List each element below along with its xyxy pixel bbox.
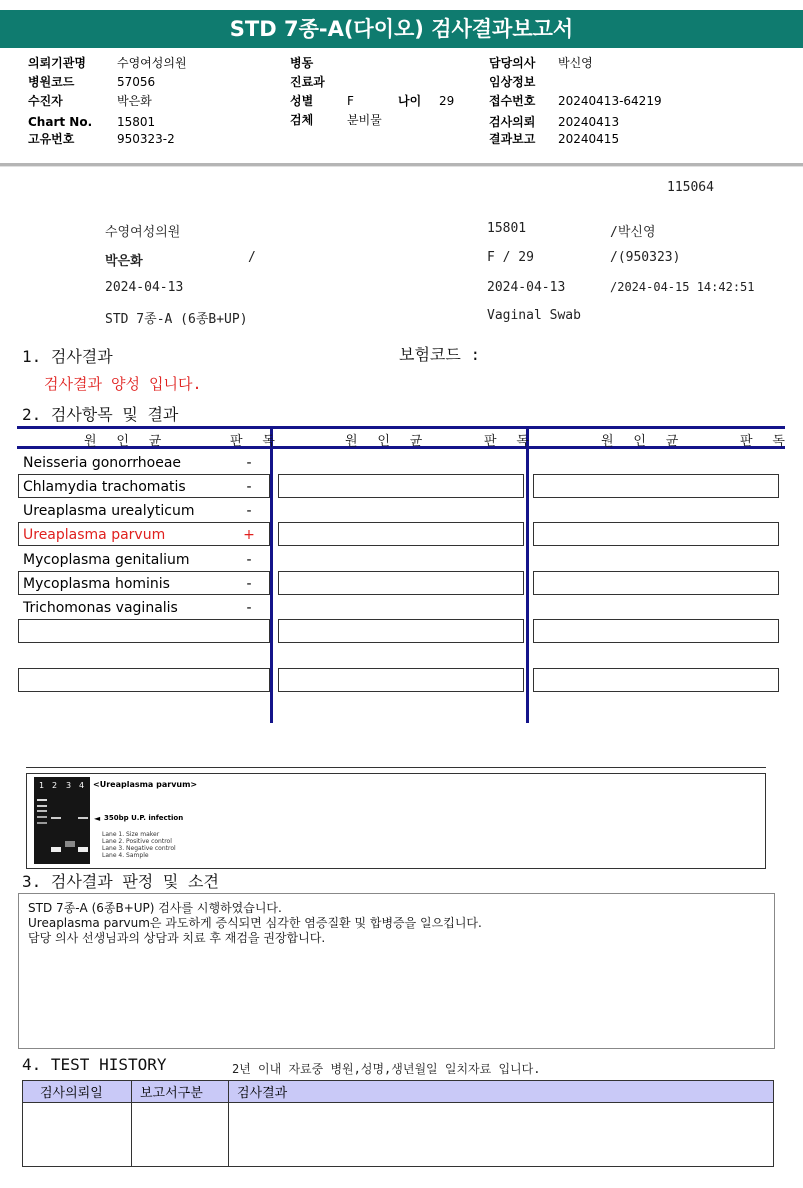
header-label: 병동 <box>290 56 314 70</box>
clinic-name: 수영여성의원 <box>105 225 181 240</box>
header-label: 임상정보 <box>489 75 536 89</box>
gel-top-rule <box>26 767 766 768</box>
pathogen-name: Mycoplasma genitalium <box>23 552 190 568</box>
col-header-pathogen: 원 인 균 <box>345 434 429 449</box>
history-col-result: 검사결과 <box>229 1081 774 1103</box>
gel-band <box>37 816 47 818</box>
column-divider <box>270 426 273 723</box>
gel-legend-item: Lane 4. Sample <box>102 852 149 859</box>
pathogen-name: Neisseria gonorrhoeae <box>23 455 182 471</box>
header-value: 950323-2 <box>117 132 175 146</box>
section-3-title: 3. 검사결과 판정 및 소견 <box>22 872 219 891</box>
lane-number: 4 <box>79 781 85 790</box>
lane-number: 2 <box>52 781 58 790</box>
table-top-rule <box>17 426 785 429</box>
header-label: 의뢰기관명 <box>28 56 86 70</box>
gel-legend-item: Lane 3. Negative control <box>102 845 176 852</box>
opinion-box <box>18 893 775 1049</box>
header-label: 접수번호 <box>489 94 536 108</box>
header-label: 성별 <box>290 94 314 108</box>
col-header-judgement: 판 독 <box>230 434 281 449</box>
receive-date: 2024-04-13 <box>487 280 566 295</box>
header-label: 결과보고 <box>489 132 536 146</box>
request-date: 2024-04-13 <box>105 280 184 295</box>
band-label: 350bp U.P. infection <box>104 814 184 822</box>
pathogen-name: Chlamydia trachomatis <box>23 479 186 495</box>
header-label: 고유번호 <box>28 132 75 146</box>
gel-legend <box>102 831 176 859</box>
col-header-pathogen: 원 인 균 <box>84 434 168 449</box>
header-value: 20240415 <box>558 132 620 146</box>
gel-caption-title: <Ureaplasma parvum> <box>93 780 198 789</box>
gel-legend-item: Lane 2. Positive control <box>102 838 172 845</box>
header-value: F <box>347 94 354 108</box>
history-cell <box>229 1103 774 1167</box>
pathogen-result: - <box>246 576 252 592</box>
pathogen-result: - <box>246 503 252 519</box>
sex-age: F / 29 <box>487 250 534 265</box>
specimen: Vaginal Swab <box>487 308 581 323</box>
result-row-box <box>533 668 779 692</box>
gel-legend-item: Lane 1. Size maker <box>102 831 160 838</box>
doctor-name: /박신영 <box>610 225 656 240</box>
opinion-line: Ureaplasma parvum은 과도하게 증식되면 심각한 염증질환 및 합병증을 일으킵니다. <box>28 916 482 930</box>
result-row-box <box>533 522 779 546</box>
gel-band <box>37 799 47 801</box>
result-row-box <box>278 474 524 498</box>
opinion-line: 담당 의사 선생님과의 상담과 치료 후 재검을 권장합니다. <box>28 931 326 945</box>
insurance-code-label: 보험코드 : <box>399 345 481 364</box>
gel-band <box>78 817 88 819</box>
pathogen-name-positive: Ureaplasma parvum <box>23 527 166 543</box>
header-value: 15801 <box>117 115 156 129</box>
history-table <box>22 1080 774 1167</box>
pathogen-result-positive: + <box>243 527 255 543</box>
header-label: 수진자 <box>28 94 63 108</box>
header-divider <box>0 166 803 167</box>
birth-date: /(950323) <box>610 250 681 265</box>
section-2-title: 2. 검사항목 및 결과 <box>22 405 179 424</box>
header-label: 검사의뢰 <box>489 115 536 129</box>
result-row-box <box>18 619 270 643</box>
gel-bands <box>34 777 90 864</box>
header-value: 57056 <box>117 75 156 89</box>
history-note: 2년 이내 자료중 병원,성명,생년월일 일치자료 입니다. <box>232 1062 541 1076</box>
result-row-box <box>533 619 779 643</box>
header-label: 진료과 <box>290 75 325 89</box>
result-row-box <box>533 474 779 498</box>
header-value: 20240413-64219 <box>558 94 662 108</box>
pathogen-name: Ureaplasma urealyticum <box>23 503 195 519</box>
patient-name: 박은화 <box>105 254 143 269</box>
gel-band <box>65 841 75 847</box>
pathogen-result: - <box>246 455 252 471</box>
header-value: 박신영 <box>558 56 593 70</box>
report-number: 115064 <box>667 180 714 195</box>
pathogen-name: Mycoplasma hominis <box>23 576 170 592</box>
gel-band <box>78 847 88 852</box>
result-row-box <box>278 619 524 643</box>
header-value: 수영여성의원 <box>117 56 187 70</box>
history-cell <box>132 1103 229 1167</box>
header-value: 분비물 <box>347 113 382 127</box>
result-row-box <box>18 668 270 692</box>
age-label: 나이 <box>398 94 422 108</box>
report-datetime: /2024-04-15 14:42:51 <box>610 280 755 294</box>
header-value: 20240413 <box>558 115 620 129</box>
pathogen-result: - <box>246 600 252 616</box>
name-separator: / <box>248 250 256 265</box>
header-label: 검체 <box>290 113 314 127</box>
chart-number: 15801 <box>487 221 527 236</box>
column-divider <box>526 426 529 723</box>
report-title: STD 7종-A(다이오) 검사결과보고서 <box>0 10 803 48</box>
opinion-line: STD 7종-A (6종B+UP) 검사를 시행하였습니다. <box>28 901 282 915</box>
result-row-box <box>278 668 524 692</box>
history-col-request-date: 검사의뢰일 <box>23 1081 132 1103</box>
header-label: 담당의사 <box>489 56 536 70</box>
col-header-judgement: 판 독 <box>740 434 791 449</box>
pathogen-result: - <box>246 479 252 495</box>
history-header-row <box>23 1081 774 1103</box>
section-4-title: 4. TEST HISTORY <box>22 1055 167 1074</box>
gel-band <box>37 822 47 824</box>
gel-band <box>37 805 47 807</box>
history-col-report-type: 보고서구분 <box>132 1081 229 1103</box>
gel-band <box>51 847 61 852</box>
history-empty-row <box>23 1103 774 1167</box>
header-value: 박은화 <box>117 94 152 108</box>
band-arrow-icon: ◄ <box>94 814 101 823</box>
result-message: 검사결과 양성 입니다. <box>44 375 202 393</box>
test-name: STD 7종-A (6종B+UP) <box>105 312 248 327</box>
age-value: 29 <box>439 94 455 108</box>
result-row-box <box>278 571 524 595</box>
gel-band <box>51 817 61 819</box>
lane-number: 3 <box>66 781 72 790</box>
col-header-judgement: 판 독 <box>484 434 535 449</box>
header-label: 병원코드 <box>28 75 75 89</box>
gel-electrophoresis-image <box>34 777 90 864</box>
pathogen-name: Trichomonas vaginalis <box>23 600 178 616</box>
header-label: Chart No. <box>28 115 93 129</box>
history-cell <box>23 1103 132 1167</box>
result-row-box <box>278 522 524 546</box>
result-row-box <box>533 571 779 595</box>
pathogen-result: - <box>246 552 252 568</box>
col-header-pathogen: 원 인 균 <box>601 434 685 449</box>
lane-number: 1 <box>39 781 45 790</box>
section-1-title: 1. 검사결과 <box>22 347 113 366</box>
gel-band <box>37 810 47 812</box>
